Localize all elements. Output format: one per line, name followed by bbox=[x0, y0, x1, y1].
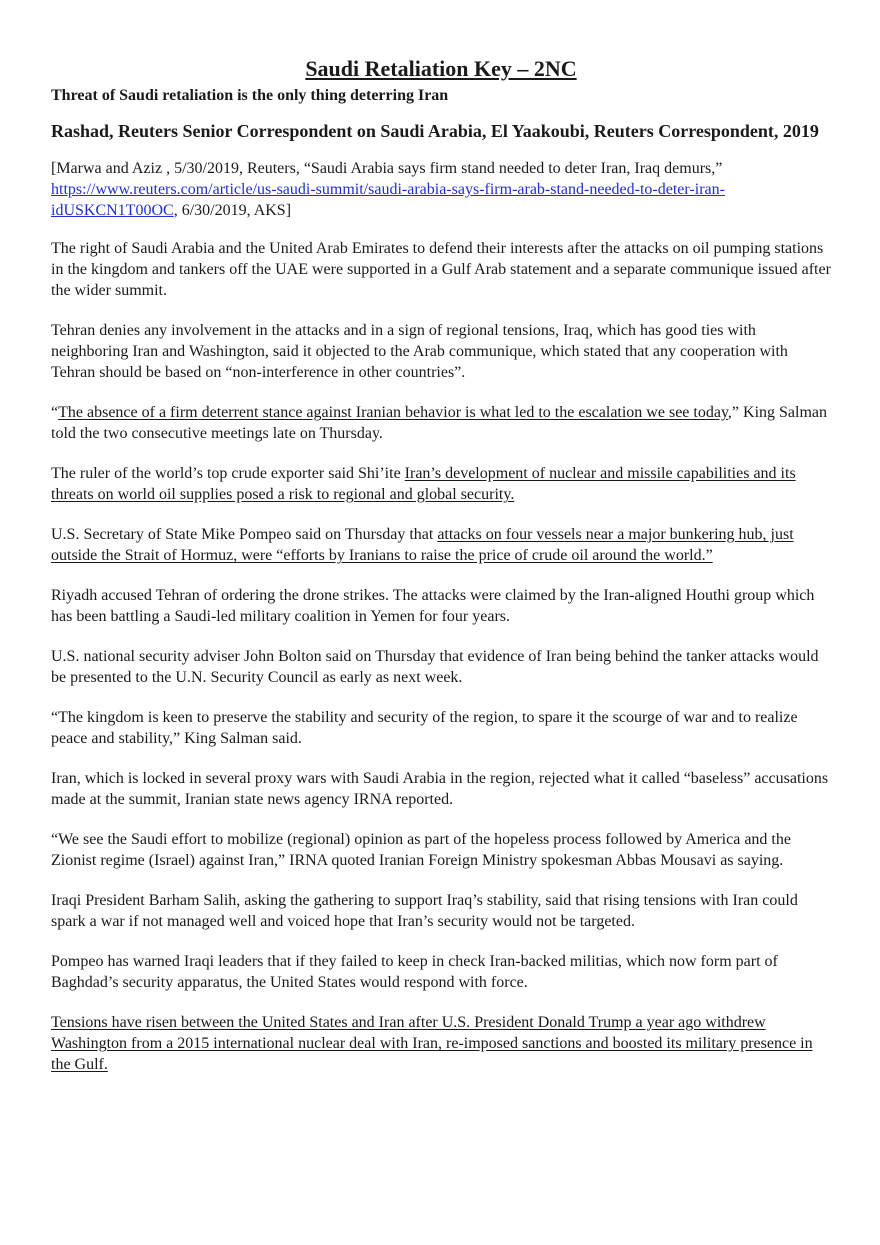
article-paragraph bbox=[51, 238, 831, 301]
article-paragraph bbox=[51, 829, 831, 871]
card-tagline: Threat of Saudi retaliation is the only thing deterring Iran bbox=[51, 87, 449, 104]
underlined-text: Tensions have risen between the United States and Iran after U.S. President Donald Trump a year ago withdrew Washington from a 2015 international nuclear deal with Iran, re-imposed sanctions and boosted its military presence in the Gulf. bbox=[51, 1014, 813, 1073]
article-paragraph bbox=[51, 646, 831, 688]
author-credentials: Rashad, Reuters Senior Correspondent on Saudi Arabia, El Yaakoubi, Reuters Correspondent, 2019 bbox=[51, 121, 819, 141]
text-segment: The right of Saudi Arabia and the United Arab Emirates to defend their interests after the attacks on oil pumping stations in the kingdom and tankers off the UAE were supported in a Gulf Arab statement and a separate communique issued after the wider summit. bbox=[51, 240, 831, 299]
article-paragraph bbox=[51, 402, 831, 444]
citation-link[interactable]: https://www.reuters.com/article/us-saudi-summit/saudi-arabia-says-firm-arab-stand-needed-to-deter-iran-idUSKCN1T00OC bbox=[51, 181, 725, 219]
card-title: Saudi Retaliation Key – 2NC bbox=[305, 56, 577, 81]
underlined-text: attacks on four vessels near a major bunkering hub, just outside the Strait of Hormuz, were “efforts by Iranians to raise the price of crude oil around the world.” bbox=[51, 526, 794, 564]
article-paragraph bbox=[51, 890, 831, 932]
text-segment: ,” King Salman told the two consecutive meetings late on Thursday. bbox=[51, 404, 827, 442]
text-segment: Pompeo has warned Iraqi leaders that if they failed to keep in check Iran-backed militias, which now form part of Baghdad’s security apparatus, the United States would respond with force. bbox=[51, 953, 778, 991]
text-segment: “The kingdom is keen to preserve the stability and security of the region, to spare it the scourge of war and to realize peace and stability,” King Salman said. bbox=[51, 709, 798, 747]
underlined-text: Iran’s development of nuclear and missile capabilities and its threats on world oil supplies posed a risk to regional and global security. bbox=[51, 465, 796, 503]
text-segment: “ bbox=[51, 404, 59, 421]
text-segment: Iran, which is locked in several proxy wars with Saudi Arabia in the region, rejected what it called “baseless” accusations made at the summit, Iranian state news agency IRNA reported. bbox=[51, 770, 829, 808]
article-paragraph bbox=[51, 524, 831, 566]
citation-date: , 6/30/2019, AKS] bbox=[173, 202, 292, 219]
text-segment: The ruler of the world’s top crude exporter said Shi’ite bbox=[51, 465, 405, 482]
article-paragraph bbox=[51, 1012, 831, 1075]
text-segment: U.S. national security adviser John Bolton said on Thursday that evidence of Iran being behind the tanker attacks would be presented to the U.N. Security Council as early as next week. bbox=[51, 648, 819, 686]
article-paragraph bbox=[51, 768, 831, 810]
text-segment: Tehran denies any involvement in the attacks and in a sign of regional tensions, Iraq, which has good ties with neighboring Iran and Washington, said it objected to the Arab communique, which stated that any cooperation with Tehran should be based on “non-interference in other countries”. bbox=[51, 322, 788, 381]
article-paragraph bbox=[51, 320, 831, 383]
citation-text: [Marwa and Aziz , 5/30/2019, Reuters, “Saudi Arabia says firm stand needed to deter Iran, Iraq demurs,” bbox=[51, 160, 723, 177]
article-paragraph bbox=[51, 585, 831, 627]
article-body bbox=[51, 238, 831, 1075]
text-segment: Iraqi President Barham Salih, asking the gathering to support Iraq’s stability, said that rising tensions with Iran could spark a war if not managed well and voiced hope that Iran’s security would not be targeted. bbox=[51, 892, 798, 930]
document-page bbox=[51, 56, 831, 1094]
text-segment: “We see the Saudi effort to mobilize (regional) opinion as part of the hopeless process followed by America and the Zionist regime (Israel) against Iran,” IRNA quoted Iranian Foreign Ministry spokesman Abbas Mousavi as saying. bbox=[51, 831, 791, 869]
article-paragraph bbox=[51, 463, 831, 505]
article-paragraph bbox=[51, 951, 831, 993]
article-paragraph bbox=[51, 707, 831, 749]
underlined-text: The absence of a firm deterrent stance against Iranian behavior is what led to the escalation we see today bbox=[58, 404, 728, 421]
text-segment: Riyadh accused Tehran of ordering the drone strikes. The attacks were claimed by the Iran-aligned Houthi group which has been battling a Saudi-led military coalition in Yemen for four years. bbox=[51, 587, 815, 625]
text-segment: U.S. Secretary of State Mike Pompeo said on Thursday that bbox=[51, 526, 438, 543]
citation bbox=[51, 158, 831, 221]
